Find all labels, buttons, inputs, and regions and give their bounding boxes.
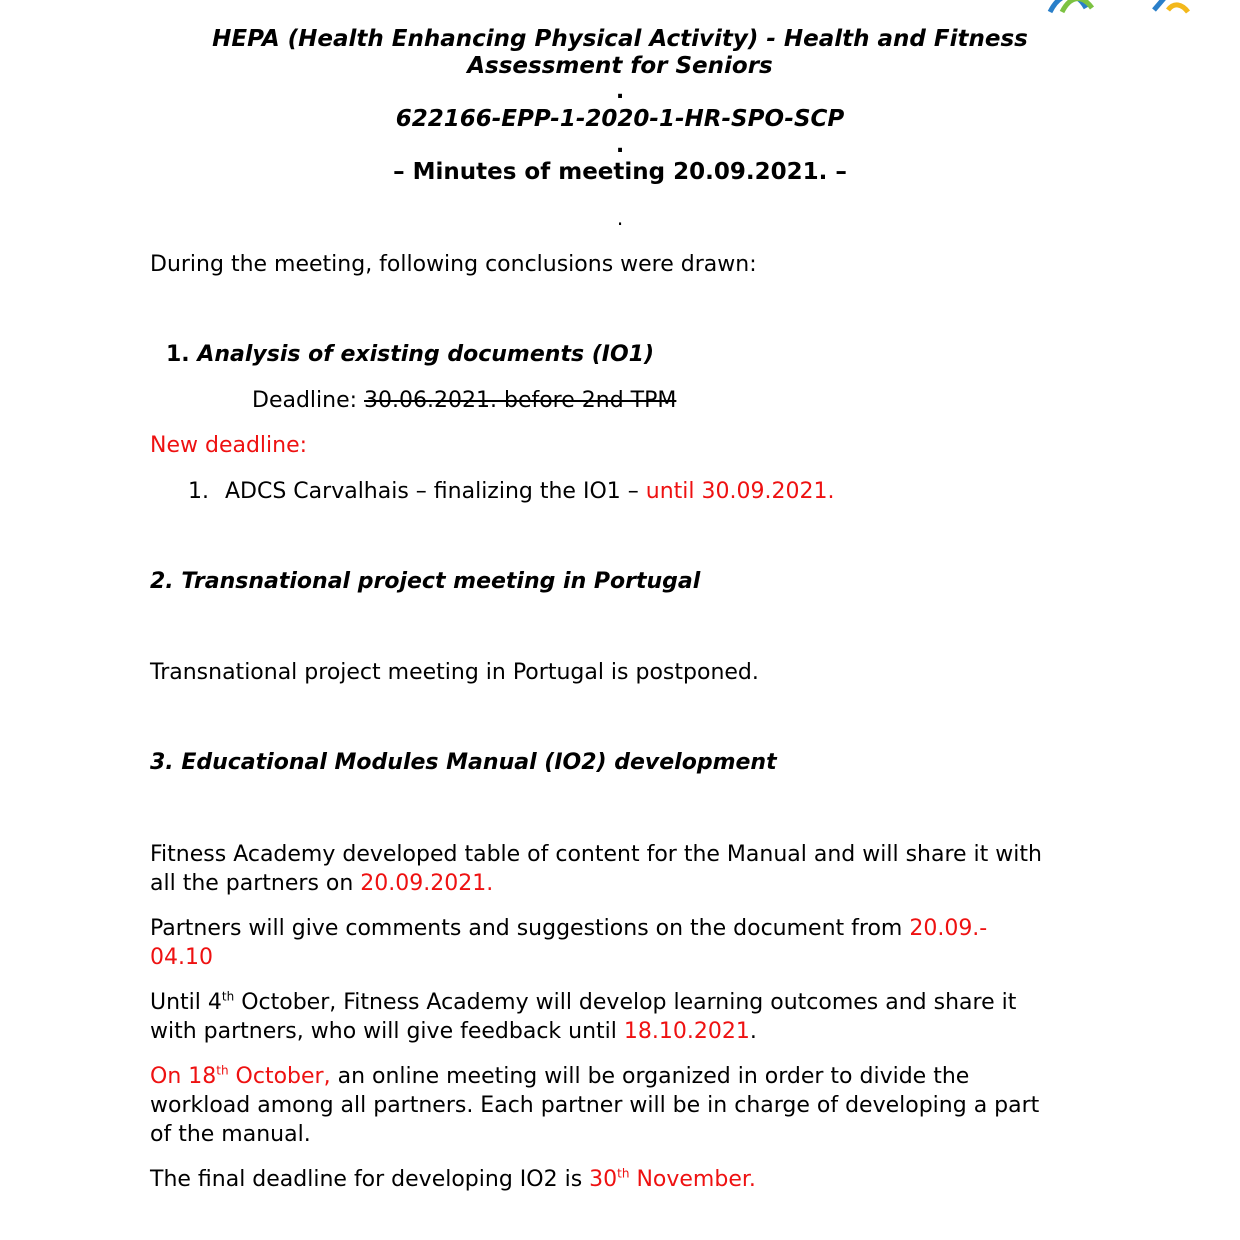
paragraph-line [150, 988, 1016, 1017]
paragraph-text: with partners, who will give feedback until [150, 1019, 624, 1044]
separator-dot: . [615, 133, 625, 158]
project-code: 622166-EPP-1-2020-1-HR-SPO-SCP [395, 106, 845, 132]
date-highlight: 30 [589, 1167, 618, 1192]
list-item-deadline: until 30.09.2021. [645, 479, 835, 504]
section2-heading: 2. Transnational project meeting in Portugal [150, 569, 701, 594]
new-deadline-label: New deadline: [150, 433, 308, 458]
section3-paragraph-4 [150, 1062, 1039, 1149]
paragraph-text: an online meeting will be organized in order to divide the [330, 1064, 970, 1089]
section1-number: 1. [166, 342, 190, 367]
ordinal-suffix: th [216, 1063, 229, 1078]
paragraph-text: The final deadline for developing IO2 is [150, 1167, 590, 1192]
section1-deadline [252, 386, 676, 415]
paragraph-line: of the manual. [150, 1122, 311, 1147]
list-item-number: 1. [188, 479, 209, 504]
doc-title-line2: Assessment for Seniors [467, 53, 773, 79]
date-highlight: November. [629, 1167, 756, 1192]
section3-paragraph-5 [150, 1165, 756, 1194]
ordinal-suffix: th [617, 1166, 630, 1181]
list-item [225, 477, 834, 506]
date-highlight: 18.10.2021 [623, 1019, 750, 1044]
date-highlight: 04.10 [150, 945, 213, 970]
separator-dot: . [616, 206, 624, 230]
section2-paragraph: Transnational project meeting in Portugal is postponed. [150, 660, 759, 685]
paragraph-text: October, Fitness Academy will develop learning outcomes and share it [234, 990, 1017, 1015]
section3-heading: 3. Educational Modules Manual (IO2) development [150, 750, 777, 775]
section3-paragraph-1 [150, 840, 1042, 898]
section3-paragraph-3 [150, 988, 1016, 1046]
paragraph-line [150, 869, 1042, 898]
paragraph-line [150, 1017, 1016, 1046]
paragraph-text: Partners will give comments and suggestions on the document from [150, 916, 910, 941]
date-highlight: 20.09.- [909, 916, 988, 941]
ordinal-suffix: th [221, 989, 235, 1004]
date-highlight: On 18 [150, 1064, 217, 1089]
paragraph-text: Until 4 [150, 990, 222, 1015]
section1-heading [166, 341, 654, 369]
doc-title-line1: HEPA (Health Enhancing Physical Activity) - Health and Fitness [212, 26, 1028, 52]
section3-paragraph-2 [150, 914, 987, 972]
minutes-heading: – Minutes of meeting 20.09.2021. – [393, 159, 847, 185]
separator-dot: . [615, 79, 625, 104]
section1-title: Analysis of existing documents (IO1) [197, 342, 655, 367]
paragraph-line [150, 914, 987, 943]
intro-paragraph: During the meeting, following conclusions were drawn: [150, 252, 757, 277]
deadline-label: Deadline: [252, 388, 365, 413]
date-highlight: October, [228, 1064, 331, 1089]
list-item-text: ADCS Carvalhais – finalizing the IO1 – [225, 479, 646, 504]
date-highlight: 20.09.2021. [360, 871, 494, 896]
paragraph-line [150, 1062, 1039, 1091]
paragraph-line: workload among all partners. Each partner will be in charge of developing a part [150, 1093, 1040, 1118]
paragraph-text: . [749, 1019, 757, 1044]
paragraph-text: all the partners on [150, 871, 361, 896]
project-logo [1042, 0, 1192, 14]
deadline-struck: 30.06.2021. before 2nd TPM [364, 388, 677, 413]
paragraph-line: Fitness Academy developed table of content for the Manual and will share it with [150, 842, 1042, 867]
